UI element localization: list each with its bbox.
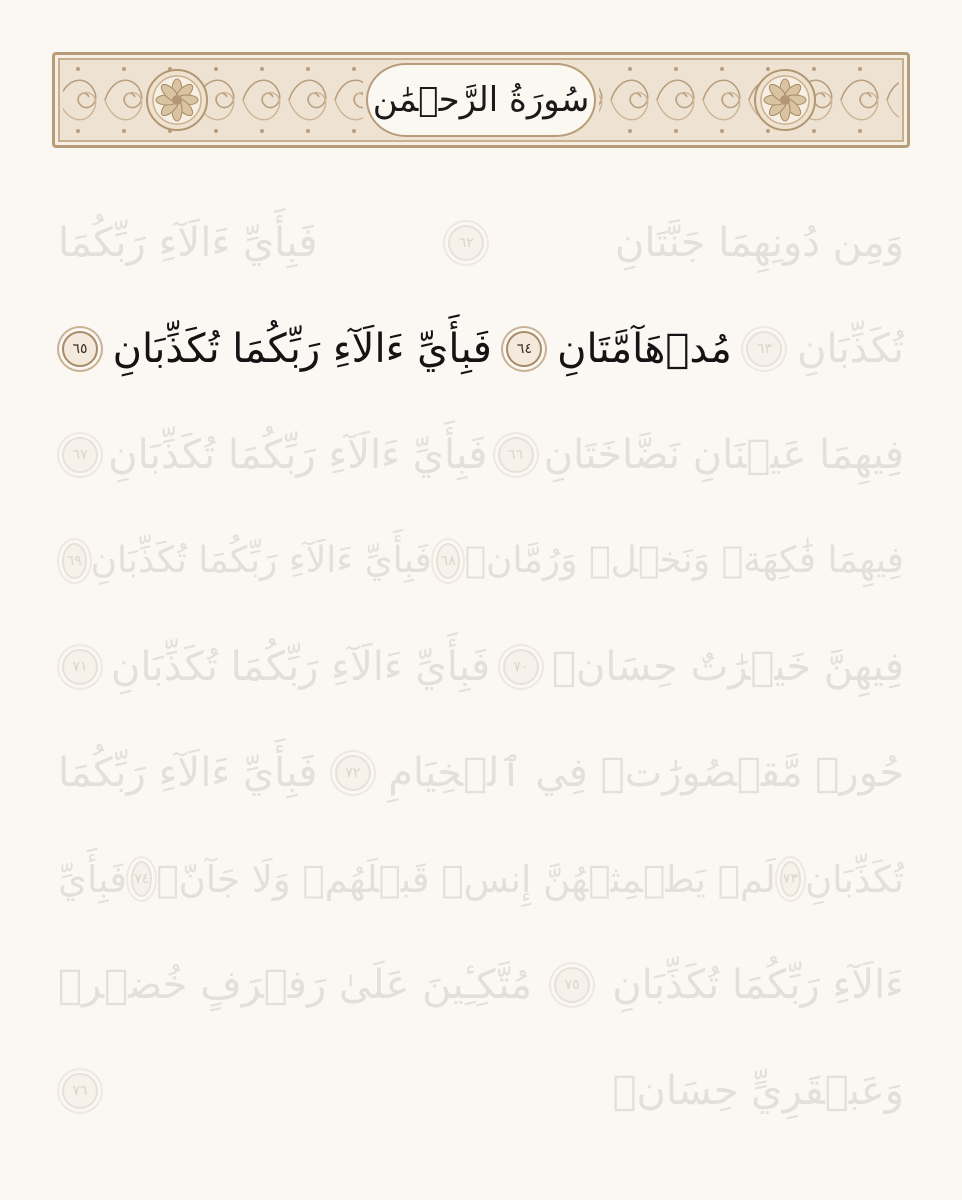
verse-text[interactable]: فَبِأَيِّ ءَالَآءِ رَبِّكُمَا xyxy=(58,750,318,796)
left-rosette-icon xyxy=(147,70,207,130)
verse-number-marker[interactable]: ٦٣ xyxy=(746,331,782,367)
surah-title: سُورَةُ الرَّحۡمَٰن xyxy=(372,80,590,120)
verse-text[interactable]: وَعَبۡقَرِيٍّ حِسَانٖ xyxy=(612,1068,904,1114)
verse-line xyxy=(58,614,904,720)
verse-text[interactable]: حُورٞ مَّقۡصُورَٰتٞ فِي ٱلۡخِيَامِ xyxy=(388,750,904,796)
verse-number-marker[interactable]: ٦٤ xyxy=(506,331,542,367)
verse-text[interactable]: تُكَذِّبَانِ xyxy=(797,326,904,372)
verse-text[interactable]: فَبِأَيِّ ءَالَآءِ رَبِّكُمَا تُكَذِّبَانِ xyxy=(108,432,488,478)
verse-number-marker[interactable]: ٦٥ xyxy=(62,331,98,367)
verse-number-marker[interactable]: ٧٠ xyxy=(503,649,539,685)
verse-text[interactable]: فِيهِمَا عَيۡنَانِ نَضَّاخَتَانِ xyxy=(543,432,904,478)
verse-number-marker[interactable]: ٧٣ xyxy=(780,861,801,897)
verse-number-marker[interactable]: ٦٨ xyxy=(436,543,461,579)
verse-number-marker[interactable]: ٧٤ xyxy=(131,861,152,897)
verse-text[interactable]: فَبِأَيِّ ءَالَآءِ رَبِّكُمَا تُكَذِّبَانِ xyxy=(110,644,491,690)
verse-text[interactable]: تُكَذِّبَانِ xyxy=(805,857,904,901)
verse-text[interactable]: ءَالَآءِ رَبِّكُمَا تُكَذِّبَانِ xyxy=(612,962,904,1008)
verse-number-marker[interactable]: ٧٢ xyxy=(335,755,371,791)
verse-text[interactable]: لَمۡ يَطۡمِثۡهُنَّ إِنسٞ قَبۡلَهُمۡ وَلَا جَآنّٞ xyxy=(156,857,776,901)
verse-number-marker[interactable]: ٧١ xyxy=(62,649,98,685)
verse-line xyxy=(58,826,904,932)
verse-line xyxy=(58,296,904,402)
verse-text[interactable]: فَبِأَيِّ xyxy=(58,857,128,901)
verse-text[interactable]: وَمِن دُونِهِمَا جَنَّتَانِ xyxy=(614,220,904,266)
verse-text[interactable]: فِيهِنَّ خَيۡرَٰتٌ حِسَانٞ xyxy=(551,644,904,690)
verse-line xyxy=(58,720,904,826)
right-rosette-icon xyxy=(755,70,815,130)
verse-text-highlighted[interactable]: مُدۡهَآمَّتَانِ xyxy=(557,326,732,372)
verse-number-marker[interactable]: ٦٢ xyxy=(448,225,484,261)
verse-line xyxy=(58,190,904,296)
verse-number-marker[interactable]: ٧٦ xyxy=(62,1073,98,1109)
verse-text[interactable]: فَبِأَيِّ ءَالَآءِ رَبِّكُمَا تُكَذِّبَانِ xyxy=(90,540,432,581)
verse-text[interactable]: فِيهِمَا فَٰكِهَةٞ وَنَخۡلٞ وَرُمَّانٞ xyxy=(464,540,904,581)
verse-number-marker[interactable]: ٦٩ xyxy=(62,543,87,579)
verse-number-marker[interactable]: ٦٦ xyxy=(498,437,534,473)
surah-header-banner xyxy=(52,52,910,148)
verse-text-highlighted[interactable]: فَبِأَيِّ ءَالَآءِ رَبِّكُمَا تُكَذِّبَانِ xyxy=(112,326,492,372)
verse-line xyxy=(58,508,904,614)
surah-title-cartouche xyxy=(366,63,596,137)
verse-number-marker[interactable]: ٧٥ xyxy=(554,967,590,1003)
verse-text[interactable]: فَبِأَيِّ ءَالَآءِ رَبِّكُمَا xyxy=(58,220,318,266)
verse-text[interactable]: مُتَّكِـِٔينَ عَلَىٰ رَفۡرَفٍ خُضۡرٖ xyxy=(58,962,532,1008)
verse-line xyxy=(58,932,904,1038)
verse-line xyxy=(58,1038,904,1144)
verse-number-marker[interactable]: ٦٧ xyxy=(62,437,98,473)
verse-lines xyxy=(58,190,904,1144)
verse-line xyxy=(58,402,904,508)
